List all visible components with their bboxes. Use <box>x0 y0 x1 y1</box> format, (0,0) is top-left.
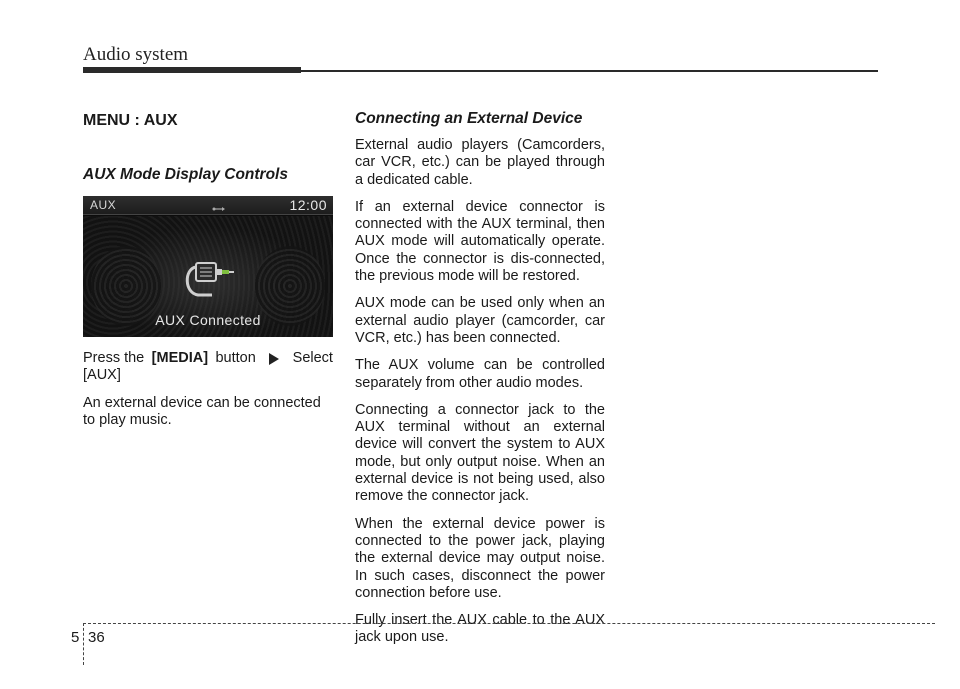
press-select: Select <box>292 350 333 366</box>
header-bar-thick <box>83 67 301 73</box>
screen-body <box>83 216 333 337</box>
screen-clock: 12:00 <box>289 197 327 213</box>
page-chapter: 5 <box>71 629 80 646</box>
connecting-heading: Connecting an External Device <box>355 110 583 127</box>
press-target: [AUX] <box>83 367 121 384</box>
screen-mode-label: AUX <box>90 198 117 212</box>
aux-jack-icon <box>182 259 236 306</box>
arrow-right-icon <box>269 353 279 365</box>
left-column <box>83 112 333 439</box>
paragraph: External audio players (Camcorders, car VCR, etc.) can be played through a dedicated cable. <box>355 137 605 188</box>
header-bar-thin <box>301 70 878 72</box>
menu-heading: MENU : AUX <box>83 112 178 129</box>
paragraph: Connecting a connector jack to the AUX terminal without an external device will convert the system to AUX mode, but only output noise. When an external device is not being used, also remove the connector jack. <box>355 401 605 505</box>
footer-vertical-divider <box>83 623 84 665</box>
middle-column <box>355 110 605 657</box>
paragraph: The AUX volume can be controlled separately from other audio modes. <box>355 357 605 391</box>
paragraph: Fully insert the AUX cable to the AUX jack upon use. <box>355 612 605 646</box>
paragraph: When the external device power is connected to the power jack, playing the external device may output noise. In such cases, disconnect the power connection before use. <box>355 515 605 601</box>
left-description: An external device can be connected to play music. <box>83 394 321 428</box>
paragraph: AUX mode can be used only when an external audio player (camcorder, car VCR, etc.) has been connected. <box>355 295 605 346</box>
header-title: Audio system <box>83 44 189 65</box>
display-heading: AUX Mode Display Controls <box>83 166 288 183</box>
press-word: button <box>215 350 256 366</box>
paragraph: If an external device connector is connected with the AUX terminal, then AUX mode will automatically operate. Once the connector is dis-connected, the previous mode will be restored. <box>355 198 605 285</box>
media-button-label: [MEDIA] <box>151 350 209 366</box>
press-prefix: Press the <box>83 350 145 366</box>
screen-status-bar <box>83 196 333 215</box>
aux-screen-image <box>83 196 333 337</box>
footer-divider <box>83 623 935 624</box>
aux-connected-label: AUX Connected <box>155 312 261 328</box>
press-instruction <box>83 350 333 367</box>
page-number: 36 <box>88 629 105 646</box>
